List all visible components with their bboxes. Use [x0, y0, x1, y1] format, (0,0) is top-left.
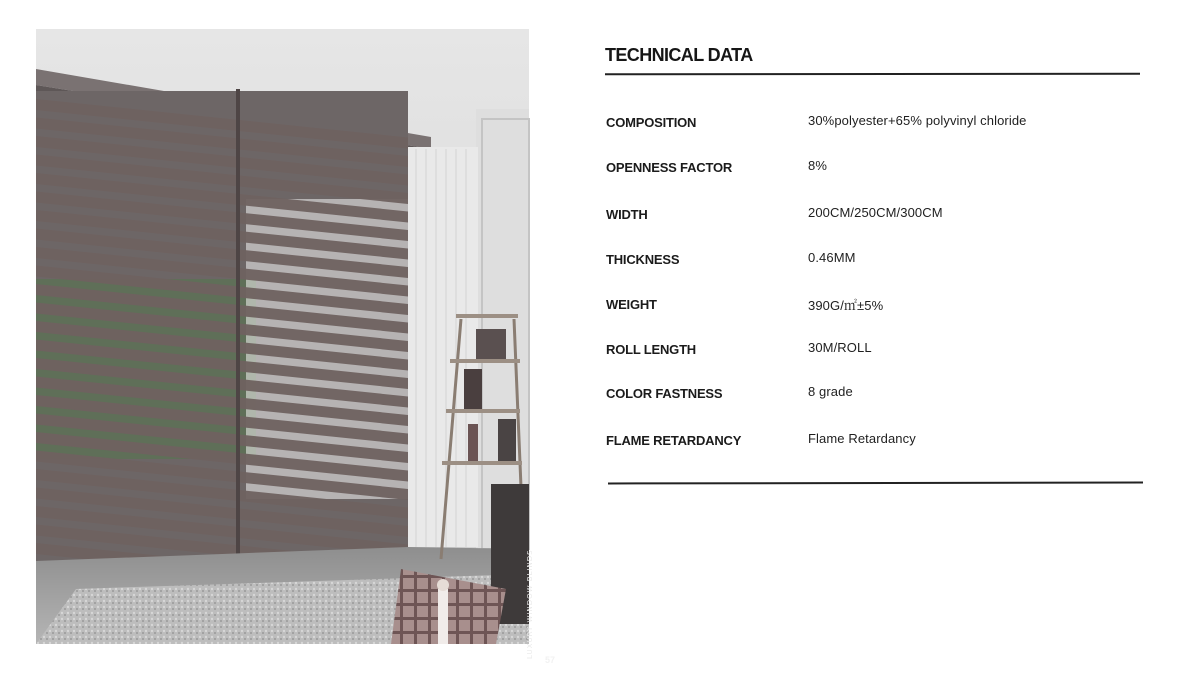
spec-label: COMPOSITION	[606, 115, 697, 130]
product-photo	[36, 29, 556, 665]
spec-value: Flame Retardancy	[808, 431, 916, 446]
spec-value: 0.46MM	[808, 250, 856, 265]
bottom-divider	[608, 482, 1143, 485]
spec-row-color-fastness	[605, 386, 1145, 406]
spec-row-thickness	[605, 252, 1145, 272]
spec-value: 8 grade	[808, 384, 853, 399]
spec-label: THICKNESS	[606, 252, 680, 267]
spec-row-composition	[605, 115, 1145, 135]
spec-label: COLOR FASTNESS	[606, 386, 723, 401]
spec-label: FLAME RETARDANCY	[606, 433, 742, 448]
spec-label: ROLL LENGTH	[606, 342, 696, 357]
section-title: TECHNICAL DATA	[605, 45, 753, 65]
top-divider	[605, 73, 1140, 75]
spec-value: 390G/㎡±5%	[808, 298, 884, 313]
spec-value: 30%polyester+65% polyvinyl chloride	[808, 113, 1027, 128]
spec-value: 30M/ROLL	[808, 340, 872, 355]
spec-row-flame-retardancy	[605, 433, 1145, 453]
spec-row-openness-factor	[605, 160, 1145, 180]
spec-label: WEIGHT	[606, 297, 657, 312]
spec-value: 200CM/250CM/300CM	[808, 205, 943, 220]
side-caption: LUXURY WINDOW BLINDS	[526, 549, 534, 659]
spec-row-roll-length	[605, 342, 1145, 362]
spec-label: WIDTH	[606, 207, 648, 222]
page-number: 57	[545, 655, 556, 665]
zebra-blind-room-illustration	[36, 29, 529, 644]
spec-row-width	[605, 207, 1145, 227]
spec-label: OPENNESS FACTOR	[606, 160, 733, 175]
spec-row-weight	[605, 297, 1145, 317]
spec-value: 8%	[808, 158, 827, 173]
